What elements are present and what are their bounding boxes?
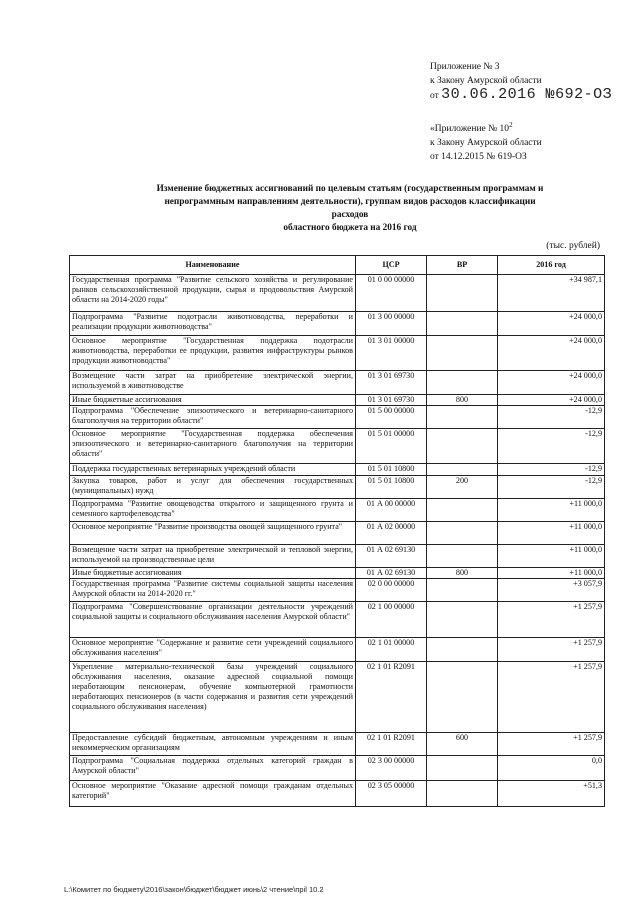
cell-name: Подпрограмма "Обеспечение эпизоотического и ветеринарно-санитарного благополучия на территории области" [70,406,356,429]
cell-code: 02 1 01 R2091 [356,662,427,733]
table-row [70,429,605,464]
cell-vr [427,522,498,545]
date-stamp: 30.06.2016 №692-ОЗ [441,86,613,103]
cell-amount: -12,9 [498,464,605,476]
cell-amount: +11 000,0 [498,545,605,568]
table-row [70,522,605,545]
cell-amount: +1 257,9 [498,638,605,662]
table-row [70,662,605,733]
cell-amount: +1 257,9 [498,662,605,733]
cell-vr [427,336,498,371]
header-year: 2016 год [498,256,605,275]
cell-vr [427,756,498,781]
cell-amount: +11 000,0 [498,499,605,522]
attachment-block [430,60,612,103]
cell-name: Основное мероприятие "Содержание и развитие сети учреждений социального обслуживания населения" [70,638,356,662]
cell-code: 02 1 01 R2091 [356,733,427,756]
table-body [70,275,605,807]
cell-vr [427,499,498,522]
cell-vr [427,429,498,464]
table-row [70,499,605,522]
table-row [70,464,605,476]
cell-code: 01 5 01 00000 [356,429,427,464]
table-row [70,336,605,371]
cell-name: Подпрограмма "Социальная поддержка отдельных категорий граждан в Амурской области" [70,756,356,781]
table-row [70,312,605,336]
previous-attachment-number: «Приложение № $10^2$ [430,121,513,135]
cell-code: 01 0 00 00000 [356,275,427,312]
cell-vr: 600 [427,733,498,756]
cell-name: Закупка товаров, работ и услуг для обеспечения государственных (муниципальных) нужд [70,476,356,499]
attachment-number: Приложение № 3 [430,62,500,72]
cell-vr [427,579,498,602]
cell-code: 01 3 01 69730 [356,371,427,395]
cell-name: Иные бюджетные ассигнования [70,568,356,579]
cell-code: 02 1 01 00000 [356,638,427,662]
cell-code: 01 А 00 00000 [356,499,427,522]
cell-name: Укрепление материально-технической базы учреждений социального обслуживания населения, оказание адресной социальной помощи неработающим пенсионерам, обучение компьютерной грамотности неработающих пенсионеров (в части содержания и развития сети учреждений социального обслуживания населения) [70,662,356,733]
cell-name: Поддержка государственных ветеринарных учреждений области [70,464,356,476]
table-row [70,638,605,662]
table-row [70,406,605,429]
file-path-footer: L:\Комитет по бюджету\2016\закон\бюджет\бюджет июнь\2 чтение\прil 10.2 [64,885,324,894]
cell-name: Подпрограмма "Развитие подотрасли животноводства, переработки и реализации продукции животноводства" [70,312,356,336]
cell-vr: 800 [427,395,498,406]
cell-amount: 0,0 [498,756,605,781]
cell-vr [427,371,498,395]
units-label: (тыс. рублей) [546,241,600,251]
cell-code: 01 5 01 10800 [356,476,427,499]
attachment-date-prefix: от [430,91,439,101]
previous-attachment-block [430,118,542,164]
cell-amount: +11 000,0 [498,522,605,545]
cell-name: Основное мероприятие "Развитие производства овощей защищенного грунта" [70,522,356,545]
cell-amount: +24 000,0 [498,371,605,395]
cell-name: Основное мероприятие "Государственная поддержка обеспечения эпизоотического и ветеринарно-санитарного благополучия на территории области" [70,429,356,464]
cell-amount: -12,9 [498,429,605,464]
cell-vr [427,781,498,807]
cell-amount: +24 000,0 [498,336,605,371]
cell-code: 01 А 02 00000 [356,522,427,545]
cell-vr: 200 [427,476,498,499]
cell-name: Подпрограмма "Развитие овощеводства открытого и защищенного грунта и семенного картофелеводства" [70,499,356,522]
cell-amount: +51,3 [498,781,605,807]
cell-code: 01 5 00 00000 [356,406,427,429]
previous-attachment-date: от 14.12.2015 № 619-ОЗ [430,152,527,163]
cell-amount: -12,9 [498,406,605,429]
cell-vr [427,602,498,638]
cell-code: 01 3 01 00000 [356,336,427,371]
previous-attachment-law: к Закону Амурской области [430,138,542,149]
cell-amount: +1 257,9 [498,602,605,638]
cell-code: 01 3 00 00000 [356,312,427,336]
cell-name: Возмещение части затрат на приобретение электрической и тепловой энергии, используемой на производственные цели [70,545,356,568]
cell-code: 02 0 00 00000 [356,579,427,602]
cell-vr [427,464,498,476]
cell-vr [427,545,498,568]
cell-code: 02 1 00 00000 [356,602,427,638]
cell-amount: -12,9 [498,476,605,499]
cell-vr [427,406,498,429]
attachment-law: к Закону Амурской области [430,76,542,86]
budget-table [69,255,605,807]
table-row [70,275,605,312]
cell-code: 01 5 01 10800 [356,464,427,476]
cell-name: Возмещение части затрат на приобретение электрической энергии, используемой в животноводстве [70,371,356,395]
cell-amount: +34 987,1 [498,275,605,312]
table-row [70,476,605,499]
cell-name: Подпрограмма "Совершенствование организации деятельности учреждений социальной защиты и социального обслуживания населения Амурской области" [70,602,356,638]
cell-vr [427,275,498,312]
cell-vr: 800 [427,568,498,579]
header-csr: ЦСР [356,256,427,275]
document-title: Изменение бюджетных ассигнований по целевым статьям (государственным программам и непрограммным направлениям деятельности), группам видов расходов классификации расходов областного бюджета на 2016 год [156,184,544,233]
header-name: Наименование [70,256,356,275]
cell-amount: +24 000,0 [498,395,605,406]
cell-vr [427,662,498,733]
table-row [70,395,605,406]
table-row [70,602,605,638]
table-row [70,781,605,807]
table-row [70,371,605,395]
table-row [70,545,605,568]
cell-name: Предоставление субсидий бюджетным, автономным учреждениям и иным некоммерческим организациям [70,733,356,756]
cell-name: Иные бюджетные ассигнования [70,395,356,406]
cell-amount: +1 257,9 [498,733,605,756]
cell-code: 01 А 02 69130 [356,568,427,579]
attachment-date-line [430,88,612,103]
table-row [70,756,605,781]
cell-code: 02 3 05 00000 [356,781,427,807]
table-row [70,579,605,602]
cell-amount: +11 000,0 [498,568,605,579]
cell-code: 01 3 01 69730 [356,395,427,406]
cell-vr [427,638,498,662]
cell-vr [427,312,498,336]
table-header-row [70,256,605,275]
cell-amount: +3 057,9 [498,579,605,602]
cell-name: Основное мероприятие "Оказание адресной помощи гражданам отдельных категорий" [70,781,356,807]
cell-name: Государственная программа "Развитие сельского хозяйства и регулирование рынков сельскохозяйственной продукции, сырья и продовольствия Амурской области на 2014-2020 годы" [70,275,356,312]
table-row [70,733,605,756]
cell-name: Государственная программа "Развитие системы социальной защиты населения Амурской области на 2014-2020 гг." [70,579,356,602]
header-vr: ВР [427,256,498,275]
table-row [70,568,605,579]
cell-code: 01 А 02 69130 [356,545,427,568]
cell-code: 02 3 00 00000 [356,756,427,781]
cell-name: Основное мероприятие "Государственная поддержка подотрасли животноводства, переработки ее продукции, развития инфраструктуры рынков продукции животноводства" [70,336,356,371]
cell-amount: +24 000,0 [498,312,605,336]
